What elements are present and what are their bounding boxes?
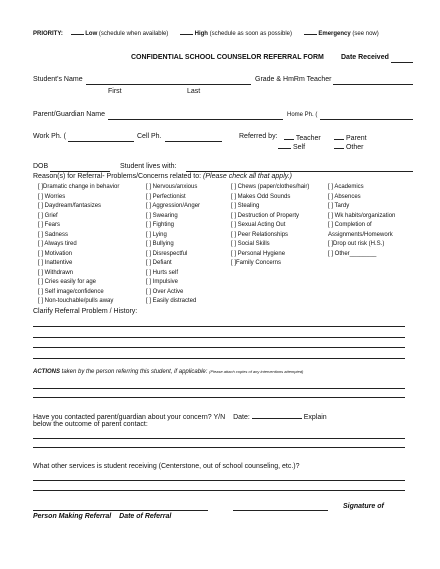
- high-label: High: [194, 31, 208, 37]
- form-title: CONFIDENTIAL SCHOOL COUNSELOR REFERRAL FORM: [131, 54, 324, 61]
- dob-line[interactable]: [50, 171, 110, 172]
- emergency-note: (see now): [352, 31, 379, 37]
- checkbox-item[interactable]: [ ] Defiant: [146, 260, 172, 266]
- reasons-heading: Reason(s) for Referral- Problems/Concerns related to: (Please check all that apply.): [33, 173, 293, 180]
- checkbox-item[interactable]: [ ] Tardy: [328, 203, 350, 209]
- checkbox-item[interactable]: [ ] Sadness: [38, 231, 69, 238]
- checkbox-item[interactable]: [ ]Family Concerns: [231, 260, 282, 266]
- referrer-self[interactable]: Self: [278, 142, 305, 151]
- checkbox-item[interactable]: [ ] Peer Relationships: [231, 231, 289, 238]
- work-ph-line[interactable]: [68, 141, 134, 142]
- clarify-line-2[interactable]: [33, 337, 405, 338]
- services-question: What other services is student receiving (Centerstone, out of school counseling, etc.)?: [33, 463, 300, 470]
- checkbox-item[interactable]: [ ] Makes Odd Sounds: [231, 193, 291, 200]
- low-blank[interactable]: [71, 28, 84, 35]
- first-label: First: [108, 88, 122, 95]
- actions-line-1[interactable]: [33, 388, 405, 389]
- cell-ph-line[interactable]: [165, 141, 222, 142]
- checkbox-item[interactable]: [ ] Destruction of Property: [231, 212, 300, 219]
- services-line-1[interactable]: [33, 480, 405, 481]
- checkbox-item[interactable]: [ ] Bullying: [146, 241, 174, 247]
- last-label: Last: [187, 88, 201, 95]
- services-line-2[interactable]: [33, 490, 405, 491]
- checkbox-item[interactable]: [ ] Sexual Acting Out: [231, 222, 286, 228]
- lives-with-line[interactable]: [186, 171, 413, 172]
- contact-date-line[interactable]: [252, 412, 302, 419]
- checkbox-item[interactable]: [ ] Wk habits/organization: [328, 212, 396, 219]
- outcome-line-2[interactable]: [33, 447, 405, 448]
- checkbox-item[interactable]: [ ] Cries easily for age: [38, 279, 97, 285]
- priority-row: [33, 28, 379, 37]
- date-received-line[interactable]: [391, 62, 413, 63]
- checklist-col-3: [231, 183, 309, 269]
- checkbox-item[interactable]: [ ] Social Skills: [231, 241, 270, 247]
- checkbox-item[interactable]: [ ]Drop out risk (H.S.): [328, 241, 385, 247]
- referred-by-label: Referred by:: [239, 133, 278, 140]
- checkbox-item[interactable]: [ ] Absences: [328, 193, 361, 200]
- checkbox-item[interactable]: [ ] Self image/confidence: [38, 288, 104, 295]
- checkbox-item[interactable]: [ ] Always tired: [38, 241, 77, 247]
- grade-line[interactable]: [333, 84, 413, 85]
- high-blank[interactable]: [180, 28, 193, 35]
- outcome-label: below the outcome of parent contact:: [33, 421, 148, 428]
- dob-label: DOB: [33, 163, 49, 170]
- low-note: (schedule when available): [98, 31, 169, 37]
- checkbox-item[interactable]: [ ] Hurts self: [146, 269, 179, 276]
- actions-label: ACTIONS taken by the person referring this student, if applicable: (Please attach copies of any interventions attempted): [33, 369, 304, 375]
- parent-name-label: Parent/Guardian Name: [33, 111, 105, 118]
- checkbox-item[interactable]: [ ] Personal Hygiene: [231, 250, 286, 257]
- checkbox-item[interactable]: [ ] Nervous/anxious: [146, 184, 198, 190]
- referrer-parent[interactable]: Parent: [334, 133, 367, 142]
- list-item: Assignments/Homework: [328, 231, 393, 238]
- checkbox-item[interactable]: [ ] Impulsive: [146, 279, 179, 285]
- contacted-question: Have you contacted parent/guardian about your concern? Y/N Date: Explain: [33, 414, 327, 421]
- emergency-label: Emergency: [318, 31, 351, 37]
- cell-ph-label: Cell Ph.: [137, 133, 162, 140]
- low-label: Low: [85, 31, 98, 37]
- checkbox-item[interactable]: [ ] Swearing: [146, 212, 178, 219]
- signature-line[interactable]: [33, 510, 208, 511]
- checkbox-item[interactable]: [ ] Inattentive: [38, 260, 73, 266]
- checkbox-item[interactable]: [ ] Motivation: [38, 250, 73, 257]
- student-name-line[interactable]: [86, 84, 251, 85]
- student-name-label: Student's Name: [33, 76, 83, 83]
- home-ph-line[interactable]: [320, 119, 413, 120]
- priority-label: PRIORITY:: [33, 31, 63, 37]
- checkbox-item[interactable]: [ ] Disrespectful: [146, 250, 188, 257]
- checkbox-item[interactable]: [ ] Lying: [146, 231, 167, 238]
- actions-line-2[interactable]: [33, 397, 405, 398]
- clarify-line-3[interactable]: [33, 347, 405, 348]
- checkbox-item[interactable]: [ ] Completion of: [328, 222, 372, 228]
- clarify-line-1[interactable]: [33, 326, 405, 327]
- lives-with-label: Student lives with:: [120, 163, 177, 170]
- work-ph-label: Work Ph. (: [33, 133, 66, 140]
- checkbox-item[interactable]: [ ] Aggression/Anger: [146, 203, 201, 209]
- checkbox-item[interactable]: [ ] Academics: [328, 184, 364, 190]
- checkbox-item[interactable]: [ ] Fears: [38, 222, 61, 228]
- outcome-line-1[interactable]: [33, 438, 405, 439]
- checkbox-item[interactable]: [ ] Daydream/fantasizes: [38, 203, 102, 209]
- checkbox-item[interactable]: [ ] Grief: [38, 212, 58, 219]
- person-making-referral-label: Person Making Referral Date of Referral: [33, 513, 172, 520]
- emergency-blank[interactable]: [304, 28, 317, 35]
- checkbox-item[interactable]: [ ] Perfectionist: [146, 193, 186, 200]
- checkbox-item[interactable]: [ ] Fighting: [146, 222, 175, 228]
- checkbox-item[interactable]: [ ] Easily distracted: [146, 298, 197, 304]
- parent-name-line[interactable]: [108, 119, 283, 120]
- referral-date-line[interactable]: [233, 510, 328, 511]
- checkbox-item[interactable]: [ ] Worries: [38, 193, 66, 200]
- checkbox-item[interactable]: [ ] Other________: [328, 250, 377, 257]
- high-note: (schedule as soon as possible): [209, 31, 293, 37]
- checklist-col-1: [38, 183, 119, 307]
- referrer-other[interactable]: Other: [334, 142, 363, 151]
- date-received-label: Date Received: [341, 54, 389, 61]
- checklist-col-2: [146, 183, 200, 307]
- checkbox-item[interactable]: [ ] Chews (paper/clothes/hair): [231, 184, 310, 190]
- checkbox-item[interactable]: [ ] Withdrawn: [38, 269, 74, 276]
- home-ph-label: Home Ph. (: [287, 112, 318, 118]
- clarify-label: Clarify Referral Problem / History:: [33, 308, 138, 315]
- checklist-col-4: [328, 183, 395, 259]
- grade-label: Grade & HmRm Teacher: [255, 76, 332, 83]
- signature-label: Signature of: [343, 503, 384, 510]
- checkbox-item[interactable]: [ ]Dramatic change in behavior: [38, 184, 120, 190]
- checkbox-item[interactable]: [ ] Stealing: [231, 203, 260, 209]
- clarify-line-4[interactable]: [33, 358, 405, 359]
- checkbox-item[interactable]: [ ] Over Active: [146, 288, 184, 295]
- checkbox-item[interactable]: [ ] Non-touchable/pulls away: [38, 298, 114, 304]
- referrer-teacher[interactable]: Teacher: [284, 133, 321, 142]
